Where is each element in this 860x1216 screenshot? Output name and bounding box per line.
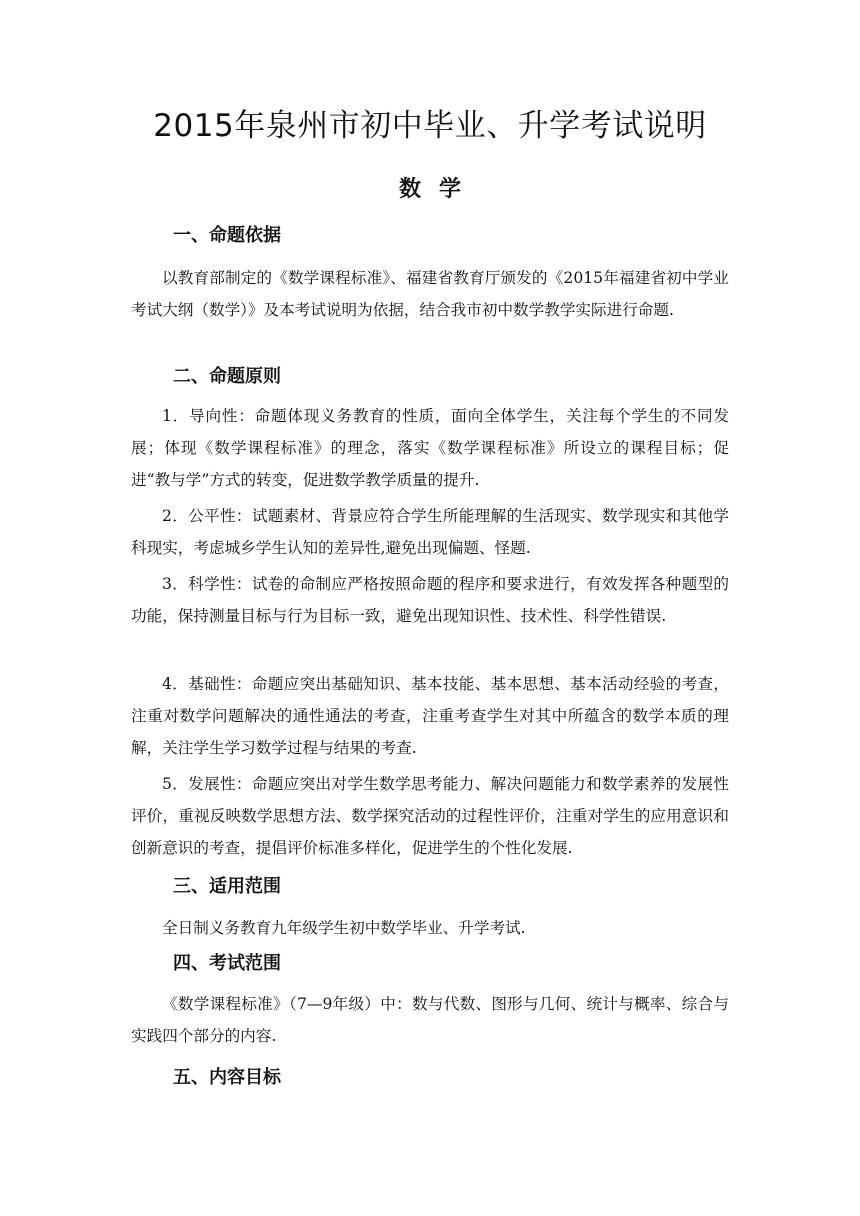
paragraph-principle-fairness: 2．公平性：试题素材、背景应符合学生所能理解的生活现实、数学现实和其他学科现实，考虑城乡学生认知的差异性,避免出现偏题、怪题. (131, 507, 729, 557)
section-heading-basis: 一、命题依据 (173, 225, 281, 246)
paragraph-basis: 以教育部制定的《数学课程标准》、福建省教育厅颁发的《2015年福建省初中学业考试大纲（数学）》及本考试说明为依据，结合我市初中数学教学实际进行命题. (131, 269, 729, 319)
section-heading-principles: 二、命题原则 (173, 366, 281, 387)
paragraph-principle-foundation: 4．基础性：命题应突出基础知识、基本技能、基本思想、基本活动经验的考查，注重对数学问题解决的通性通法的考查，注重考查学生对其中所蕴含的数学本质的理解，关注学生学习数学过程与结果的考查. (131, 675, 729, 757)
section-heading-exam-range: 四、考试范围 (173, 953, 281, 974)
section-heading-scope: 三、适用范围 (173, 876, 281, 897)
section-heading-content-goals: 五、内容目标 (173, 1067, 281, 1088)
paragraph-principle-scientific: 3．科学性：试卷的命制应严格按照命题的程序和要求进行，有效发挥各种题型的功能，保持测量目标与行为目标一致，避免出现知识性、技术性、科学性错误. (131, 575, 729, 625)
paragraph-exam-range: 《数学课程标准》（7—9年级）中：数与代数、图形与几何、统计与概率、综合与实践四个部分的内容. (131, 995, 729, 1045)
document-subject: 数学 (398, 177, 479, 202)
paragraph-scope: 全日制义务教育九年级学生初中数学毕业、升学考试. (162, 919, 526, 937)
paragraph-principle-guidance: 1．导向性：命题体现义务教育的性质，面向全体学生，关注每个学生的不同发展；体现《数学课程标准》的理念，落实《数学课程标准》所设立的课程目标；促进“教与学”方式的转变，促进数学教学质量的提升. (131, 407, 729, 489)
document-title: 2015年泉州市初中毕业、升学考试说明 (153, 108, 707, 144)
paragraph-principle-development: 5．发展性：命题应突出对学生数学思考能力、解决问题能力和数学素养的发展性评价，重视反映数学思想方法、数学探究活动的过程性评价，注重对学生的应用意识和创新意识的考查，提倡评价标准多样化，促进学生的个性化发展. (131, 775, 729, 857)
